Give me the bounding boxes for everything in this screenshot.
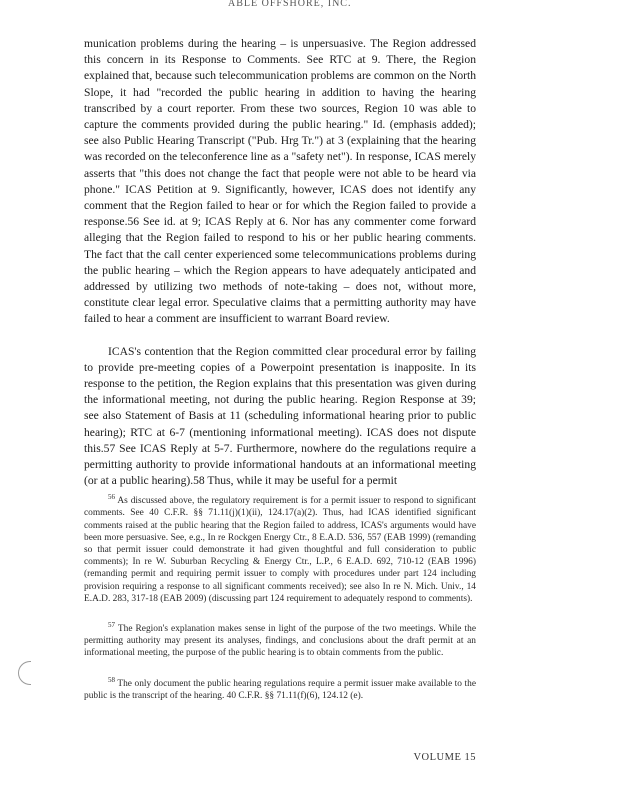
footnote-text: As discussed above, the regulatory requirement is for a permit issuer to respond to significant comments. See 40 C.F.R. §§ 71.11(j)(1)(ii), 124.17(a)(2). Thus, had ICAS identified significant comments raised at the public hearing that the Region failed to address, ICAS's arguments would have been more persuasive. See, e.g., In re Rockgen Energy Ctr., 8 E.A.D. 536, 557 (EAB 1999) (remanding so that permit issuer could demonstrate it had given thoughtful and full consideration to public comments); In re W. Suburban Recycling & Energy Ctr., L.P., 6 E.A.D. 692, 710-12 (EAB 1996) (remanding permit and requiring permit issuer to comply with procedures under part 124 including provision requiring a response to all significant comments received); see also In re N. Mich. Univ., 14 E.A.D. 283, 317-18 (EAB 2009) (discussing part 124 requirement to adequately respond to comments). [84,496,476,604]
main-text [84,36,476,489]
volume-label: VOLUME 15 [413,752,476,763]
paragraph-1: munication problems during the hearing – is unpersuasive. The Region addressed this concern in its Response to Comments. See RTC at 9. There, the Region explained that, because such telecommunication problems are common on the North Slope, it had "recorded the public hearing in addition to having the hearing transcribed by a court reporter. From these two sources, Region 10 was able to capture the comments provided during the public hearing." Id. (emphasis added); see also Public Hearing Transcript ("Pub. Hrg Tr.") at 3 (explaining that the hearing was recorded on the teleconference line as a "safety net"). In response, ICAS merely asserts that "this does not change the fact that people were not able to be heard via phone." ICAS Petition at 9. Significantly, however, ICAS does not identify any comment that the Region failed to hear or for which the Region failed to provide a response.56 See id. at 9; ICAS Reply at 6. Nor has any commenter come forward alleging that the Region failed to respond to his or her public hearing comments. The fact that the call center experienced some telecommunications problems during the public hearing – which the Region appears to have adequately anticipated and addressed by utilizing two methods of note-taking – does not, without more, constitute clear legal error. Speculative claims that a permitting authority may have failed to hear a comment are insufficient to warrant Board review. [84,37,476,326]
running-head: ABLE OFFSHORE, INC. [228,0,352,8]
footnote-58 [84,674,476,703]
footnotes [84,491,476,716]
footnote-mark: 58 [108,675,115,684]
paragraph-2: ICAS's contention that the Region committed clear procedural error by failing to provide pre-meeting copies of a Powerpoint presentation is inapposite. In its response to the petition, the Region explains that this presentation was given during the informational meeting, not during the public hearing. Region Response at 39; see also Statement of Basis at 11 (scheduling informational hearing prior to public hearing); RTC at 6-7 (mentioning informational meeting). ICAS does not dispute this.57 See ICAS Reply at 5-7. Furthermore, nowhere do the regulations require a permitting authority to provide informational handouts at an informational meeting (or at a public hearing).58 Thus, while it may be useful for a permit [84,344,476,488]
footnote-text: The only document the public hearing regulations require a permit issuer make available to the public is the transcript of the hearing. 40 C.F.R. §§ 71.11(f)(6), 124.12 (e). [84,678,476,702]
footnote-57 [84,619,476,660]
binding-hole-mark [18,661,31,685]
footnote-56 [84,491,476,605]
footnote-text: The Region's explanation makes sense in light of the purpose of the two meetings. While the permitting authority may present its analyses, findings, and conclusions about the draft permit at an informational meeting, the purpose of the public hearing is to obtain comments from the public. [84,624,476,659]
footnote-mark: 57 [108,620,115,629]
footnote-mark: 56 [108,493,115,501]
